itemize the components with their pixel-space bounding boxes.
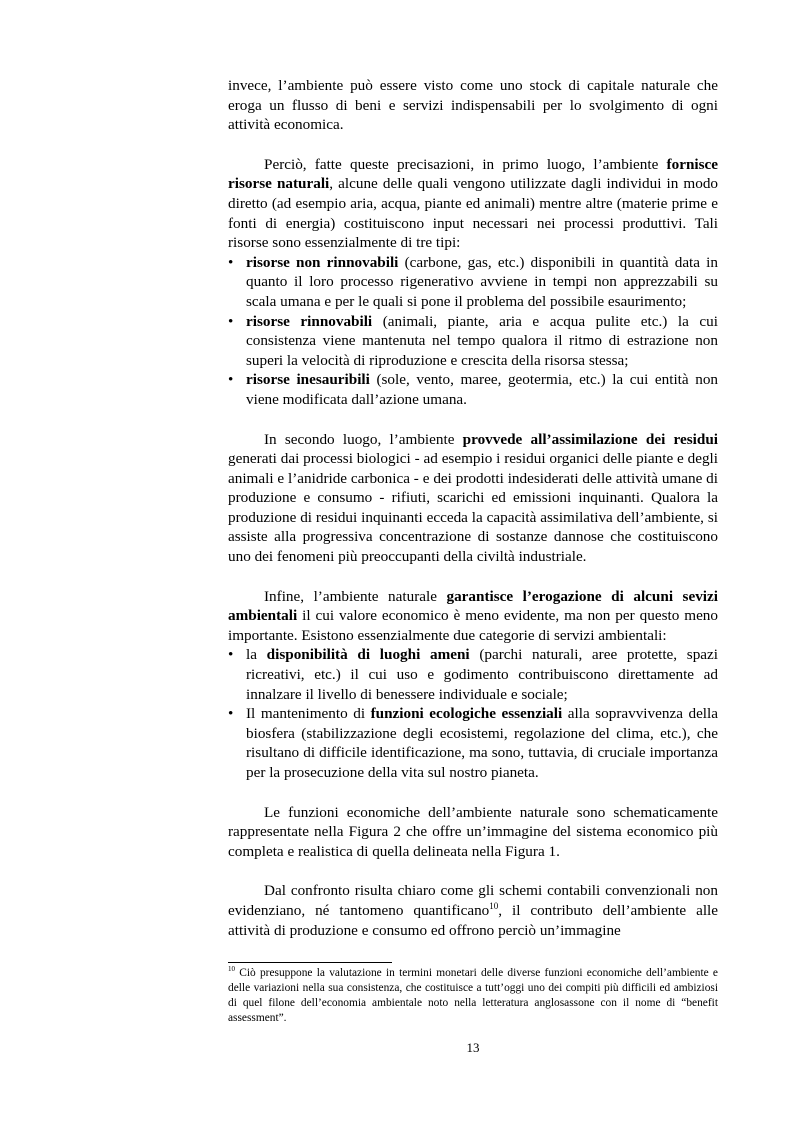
list-item-bold: risorse inesauribili xyxy=(246,371,370,389)
paragraph-6-text-a: Dal confronto risulta chiaro come gli schemi contabili convenzionali non evidenziano, né tantomeno quantificano xyxy=(228,882,718,919)
list-item-bold: funzioni ecologiche essenziali xyxy=(370,705,563,723)
paragraph-6-text-c: , il contributo dell’ambiente alle attività di produzione e consumo ed offrono perciò un’immagine xyxy=(228,901,718,939)
paragraph-2-bold: fornisce risorse naturali xyxy=(228,155,718,193)
list-item xyxy=(228,253,718,312)
list-item-text: (sole, vento, maree, geotermia, etc.) la cui entità non viene modificata dall’azione umana. xyxy=(246,371,719,408)
list-item xyxy=(228,704,718,782)
paragraph-5: Le funzioni economiche dell’ambiente naturale sono schematicamente rappresentate nella Figura 2 che offre un’immagine del sistema economico più completa e realistica di quella delineata nella Figura 1. xyxy=(228,803,718,860)
footnote-ref[interactable]: 10 xyxy=(489,900,499,911)
paragraph-3-text-c: generati dai processi biologici - ad esempio i residui organici delle piante e degli animali e l’anidride carbonica - e dei prodotti indesiderati delle attività umane di produzione e consumo - rifiuti, scarichi ed emissioni inquinanti. Qualora la produzione di residui inquinanti ecceda la capacità assimilativa dell’ambiente, si assiste alla progressiva concentrazione di sostanze dannose che costituiscono uno dei fenomeni più preoccupanti della civiltà industriale. xyxy=(228,450,718,566)
paragraph-4-text-a: Infine, l’ambiente naturale xyxy=(264,587,447,605)
page-number: 13 xyxy=(466,1040,480,1055)
paragraph-2-text-c: , alcune delle quali vengono utilizzate dagli individui in modo diretto (ad esempio aria, acqua, piante ed animali) mentre altre (materie prime e fonti di energia) costituiscono input necessari nei processi produttivi. Tali risorse sono essenzialmente di tre tipi: xyxy=(228,175,719,252)
paragraph-1: invece, l’ambiente può essere visto come uno stock di capitale naturale che eroga un flusso di beni e servizi indispensabili per lo svolgimento di ogni attività economica. xyxy=(228,77,718,134)
footnote xyxy=(228,966,718,1026)
list-item xyxy=(228,312,718,371)
list-item-bold: risorse rinnovabili xyxy=(246,312,373,330)
list-item xyxy=(228,370,718,409)
list-item-bold: disponibilità di luoghi ameni xyxy=(266,646,470,664)
paragraph-4-bold: garantisce l’erogazione di alcuni sevizi ambientali xyxy=(228,587,718,625)
paragraph-4 xyxy=(228,587,718,646)
services-list xyxy=(228,645,718,782)
footnote-text: Ciò presuppone la valutazione in termini monetari delle diverse funzioni economiche dell’ambiente e delle variazioni nella sua consistenza, che costituisce a tutt’oggi uno dei compiti più difficili ed ambiziosi di quel filone dell’economia ambientale noto nella letteratura anglosassone con il nome di “benefit assessment”. xyxy=(228,967,718,1024)
list-item-text: alla sopravvivenza della biosfera (stabilizzazione degli ecosistemi, regolazione del clima, etc.), che risultano di difficile identificazione, ma sono, tuttavia, di cruciale importanza per la prosecuzione della vita sul nostro pianeta. xyxy=(246,705,718,781)
paragraph-2-text-a: Perciò, fatte queste precisazioni, in primo luogo, l’ambiente xyxy=(264,155,667,173)
paragraph-3 xyxy=(228,430,718,567)
resources-list xyxy=(228,253,718,410)
list-item xyxy=(228,645,718,704)
list-item-text: (carbone, gas, etc.) disponibili in quantità data in quanto il loro processo rigenerativo avviene in tempi non apprezzabili su scala umana e per le quali si pone il problema del possibile esaurimento; xyxy=(246,253,718,310)
paragraph-3-text-a: In secondo luogo, l’ambiente xyxy=(264,430,463,448)
list-item-text: (animali, piante, aria e acqua pulite etc.) la cui consistenza viene mantenuta nel tempo qualora il ritmo di estrazione non superi la velocità di riproduzione e crescita della risorsa stessa; xyxy=(246,312,718,369)
list-item-text: (parchi naturali, aree protette, spazi ricreativi, etc.) il cui uso e godimento contribuiscono direttamente ad innalzare il livello di benessere individuale e sociale; xyxy=(246,646,719,703)
paragraph-3-bold: provvede all’assimilazione dei residui xyxy=(462,430,718,448)
paragraph-6 xyxy=(228,881,718,940)
list-item-bold: risorse non rinnovabili xyxy=(246,253,399,271)
footnote-divider xyxy=(228,962,392,963)
paragraph-4-text-c: il cui valore economico è meno evidente, ma non per questo meno importante. Esistono essenzialmente due categorie di servizi ambientali: xyxy=(228,607,718,644)
paragraph-2 xyxy=(228,155,718,253)
list-item-pre: la xyxy=(246,646,267,664)
list-item-pre: Il mantenimento di xyxy=(246,705,371,723)
page-body xyxy=(228,76,718,940)
footnote-number: 10 xyxy=(228,965,235,974)
